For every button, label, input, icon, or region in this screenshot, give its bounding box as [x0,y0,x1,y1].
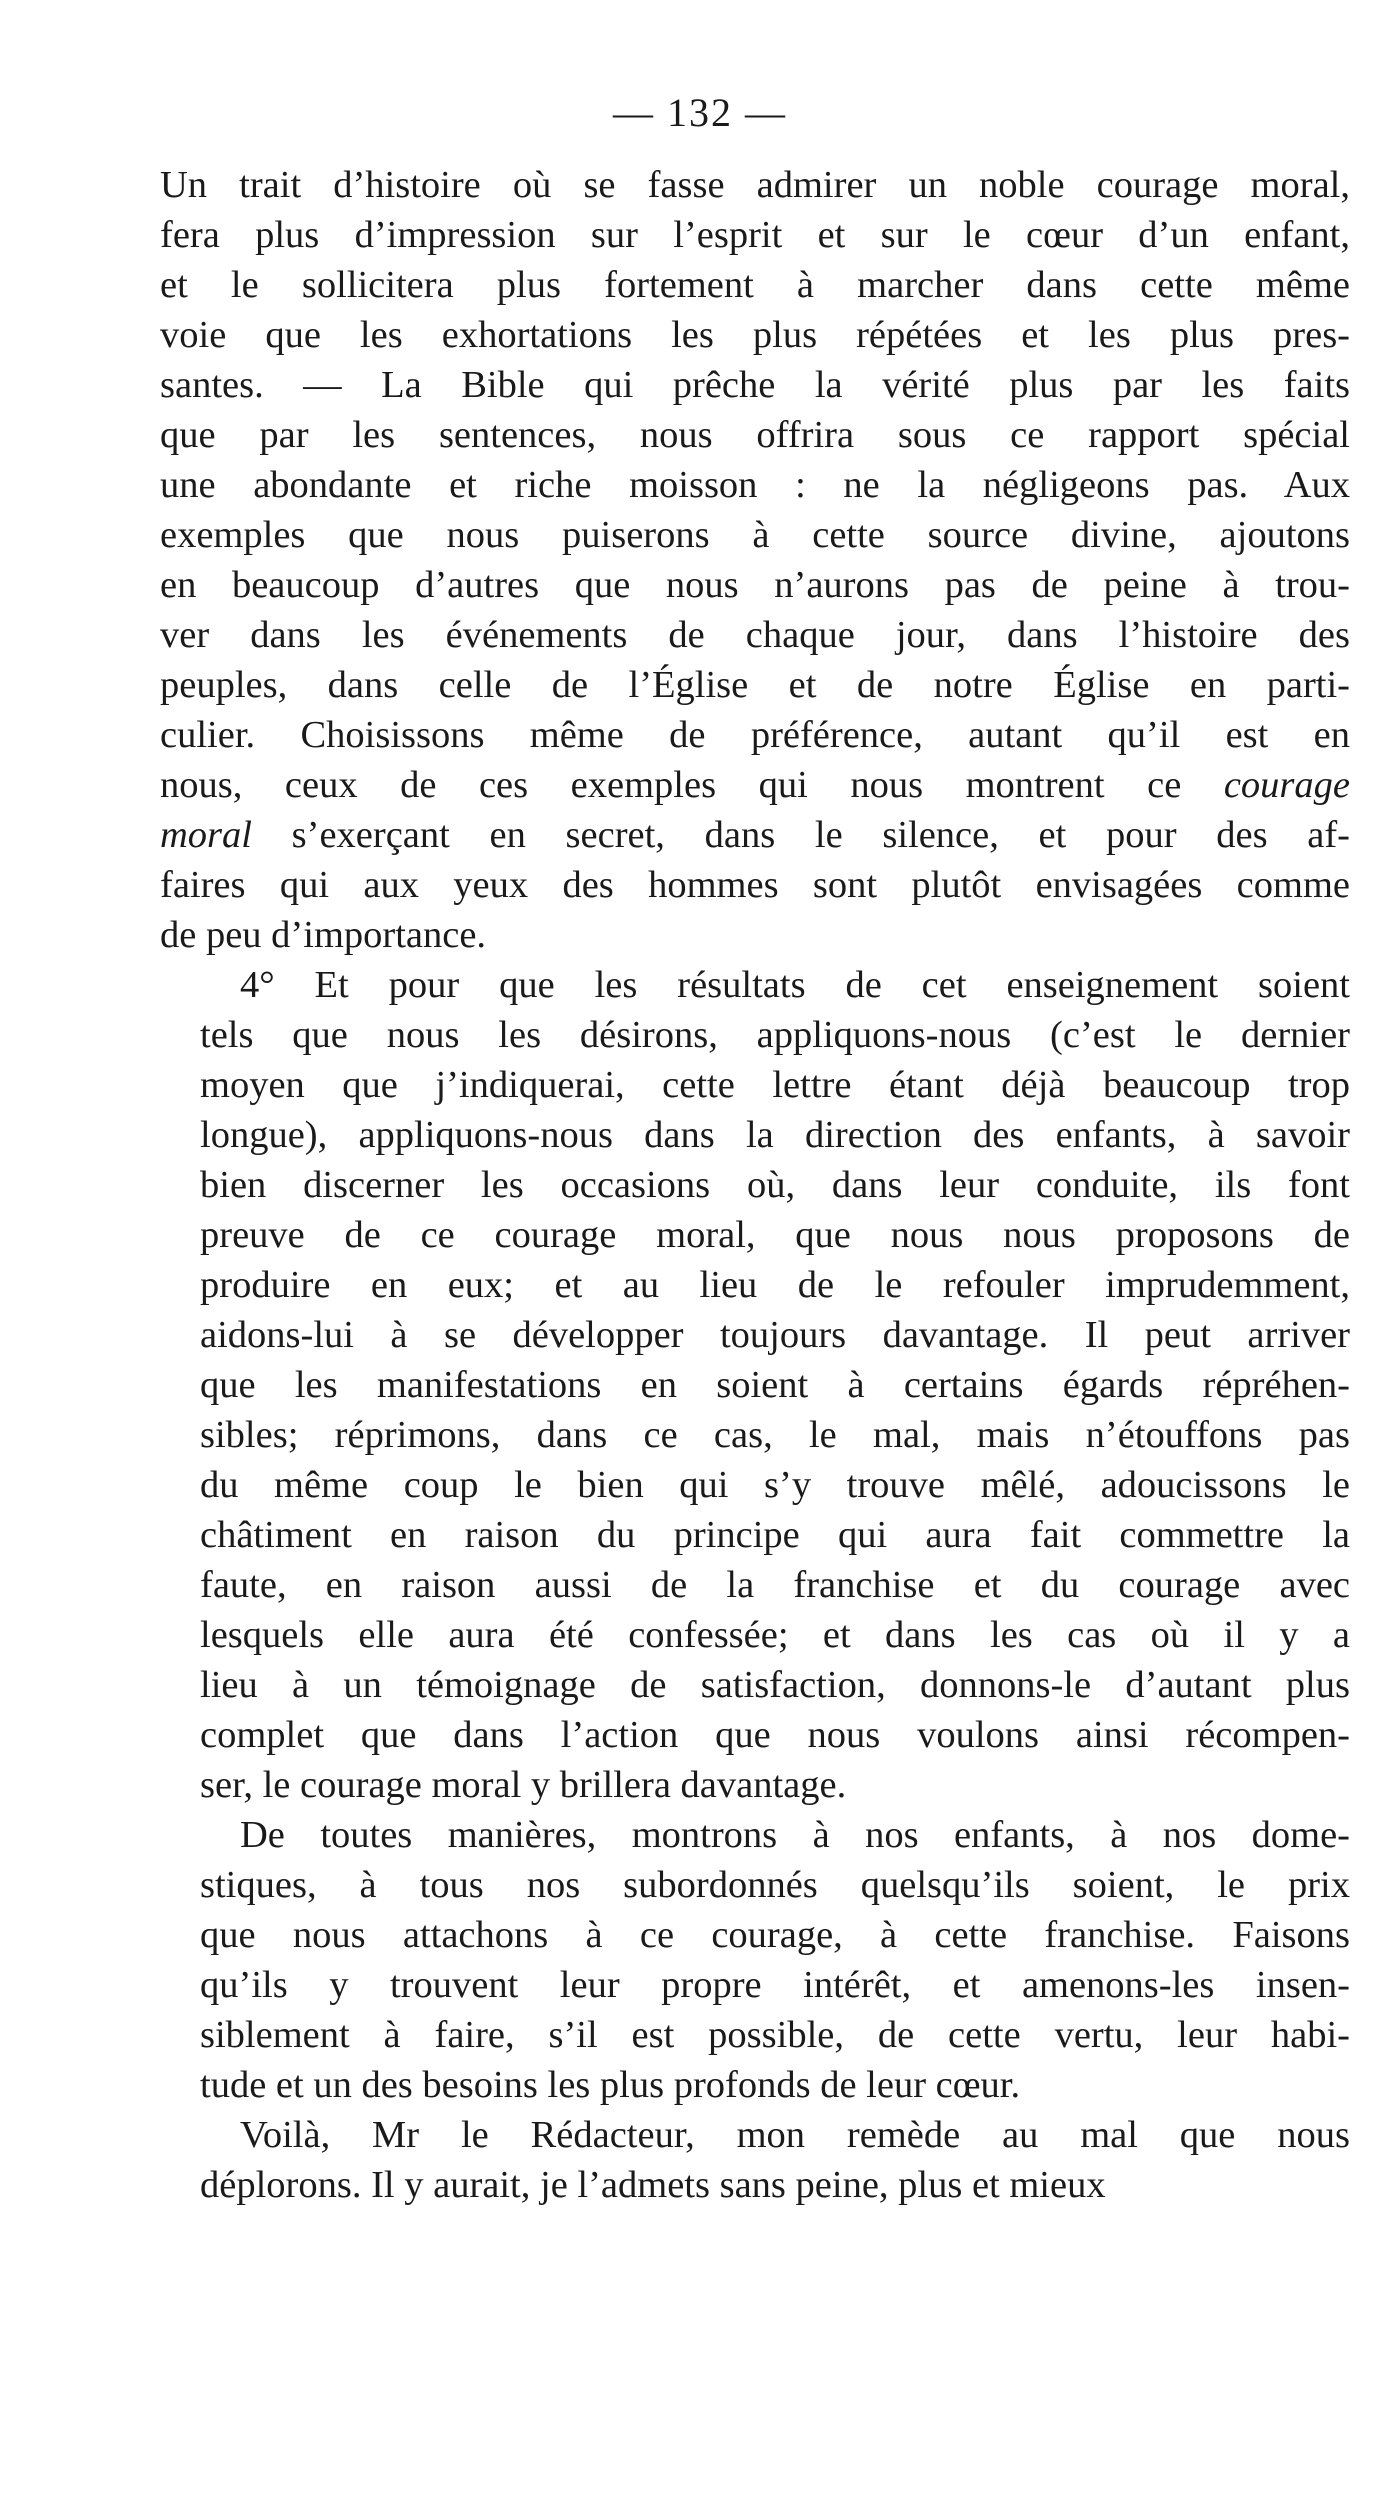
text-line: faires qui aux yeux des hommes sont plutôt envisagées comme [160,864,1350,906]
paragraph [160,160,1350,960]
text-line: bien discerner les occasions où, dans leur conduite, ils font [200,1164,1350,1206]
text-line: une abondante et riche moisson : ne la négligeons pas. Aux [160,464,1350,506]
text-line: déplorons. Il y aurait, je l’admets sans peine, plus et mieux [200,2164,1106,2206]
text-line: du même coup le bien qui s’y trouve mêlé, adoucissons le [200,1464,1350,1506]
text-line: culier. Choisissons même de préférence, autant qu’il est en [160,714,1350,756]
text-line: peuples, dans celle de l’Église et de notre Église en parti- [160,664,1350,706]
text-line: produire en eux; et au lieu de le refouler imprudemment, [200,1264,1350,1306]
page-text [160,160,1350,2210]
text-line: aidons-lui à se développer toujours davantage. Il peut arriver [200,1314,1350,1356]
text-line: que nous attachons à ce courage, à cette franchise. Faisons [200,1914,1350,1956]
text-line: fera plus d’impression sur l’esprit et sur le cœur d’un enfant, [160,214,1350,256]
text-line: tude et un des besoins les plus profonds de leur cœur. [200,2064,1021,2106]
paragraph [160,1810,1350,2110]
text-line: faute, en raison aussi de la franchise et du courage avec [200,1564,1350,1606]
text-line: que par les sentences, nous offrira sous ce rapport spécial [160,414,1350,456]
text-line: moyen que j’indiquerai, cette lettre étant déjà beaucoup trop [200,1064,1350,1106]
text-line: qu’ils y trouvent leur propre intérêt, et amenons-les insen- [200,1964,1350,2006]
text-line: ver dans les événements de chaque jour, dans l’histoire des [160,614,1350,656]
text-line: preuve de ce courage moral, que nous nous proposons de [200,1214,1350,1256]
text-line: sibles; réprimons, dans ce cas, le mal, mais n’étouffons pas [200,1414,1350,1456]
text-line: 4° Et pour que les résultats de cet enseignement soient [240,964,1350,1006]
text-line: Voilà, Mr le Rédacteur, mon remède au mal que nous [240,2114,1350,2156]
paragraph [160,2110,1350,2210]
text-line: que les manifestations en soient à certains égards répréhen- [200,1364,1350,1406]
text-line: et le sollicitera plus fortement à marcher dans cette même [160,264,1350,306]
text-line: ser, le courage moral y brillera davantage. [200,1764,847,1806]
text-line: moral s’exerçant en secret, dans le silence, et pour des af- [160,814,1350,856]
text-line: longue), appliquons-nous dans la direction des enfants, à savoir [200,1114,1350,1156]
text-line: en beaucoup d’autres que nous n’aurons pas de peine à trou- [160,564,1350,606]
text-line: voie que les exhortations les plus répétées et les plus pres- [160,314,1350,356]
text-line: lesquels elle aura été confessée; et dans les cas où il y a [200,1614,1350,1656]
text-line: siblement à faire, s’il est possible, de cette vertu, leur habi- [200,2014,1350,2056]
text-line: santes. — La Bible qui prêche la vérité plus par les faits [160,364,1350,406]
text-line: De toutes manières, montrons à nos enfants, à nos dome- [240,1814,1350,1856]
text-line: exemples que nous puiserons à cette source divine, ajoutons [160,514,1350,556]
text-line: lieu à un témoignage de satisfaction, donnons-le d’autant plus [200,1664,1350,1706]
text-line: châtiment en raison du principe qui aura fait commettre la [200,1514,1350,1556]
text-line: nous, ceux de ces exemples qui nous montrent ce courage [160,764,1350,806]
text-line: Un trait d’histoire où se fasse admirer un noble courage moral, [160,164,1350,206]
text-line: stiques, à tous nos subordonnés quelsqu’ils soient, le prix [200,1864,1350,1906]
text-line: complet que dans l’action que nous voulons ainsi récompen- [200,1714,1350,1756]
text-line: de peu d’importance. [160,914,487,956]
page-number: — 132 — [613,90,787,135]
paragraph [160,960,1350,1810]
text-line: tels que nous les désirons, appliquons-nous (c’est le dernier [200,1014,1350,1056]
